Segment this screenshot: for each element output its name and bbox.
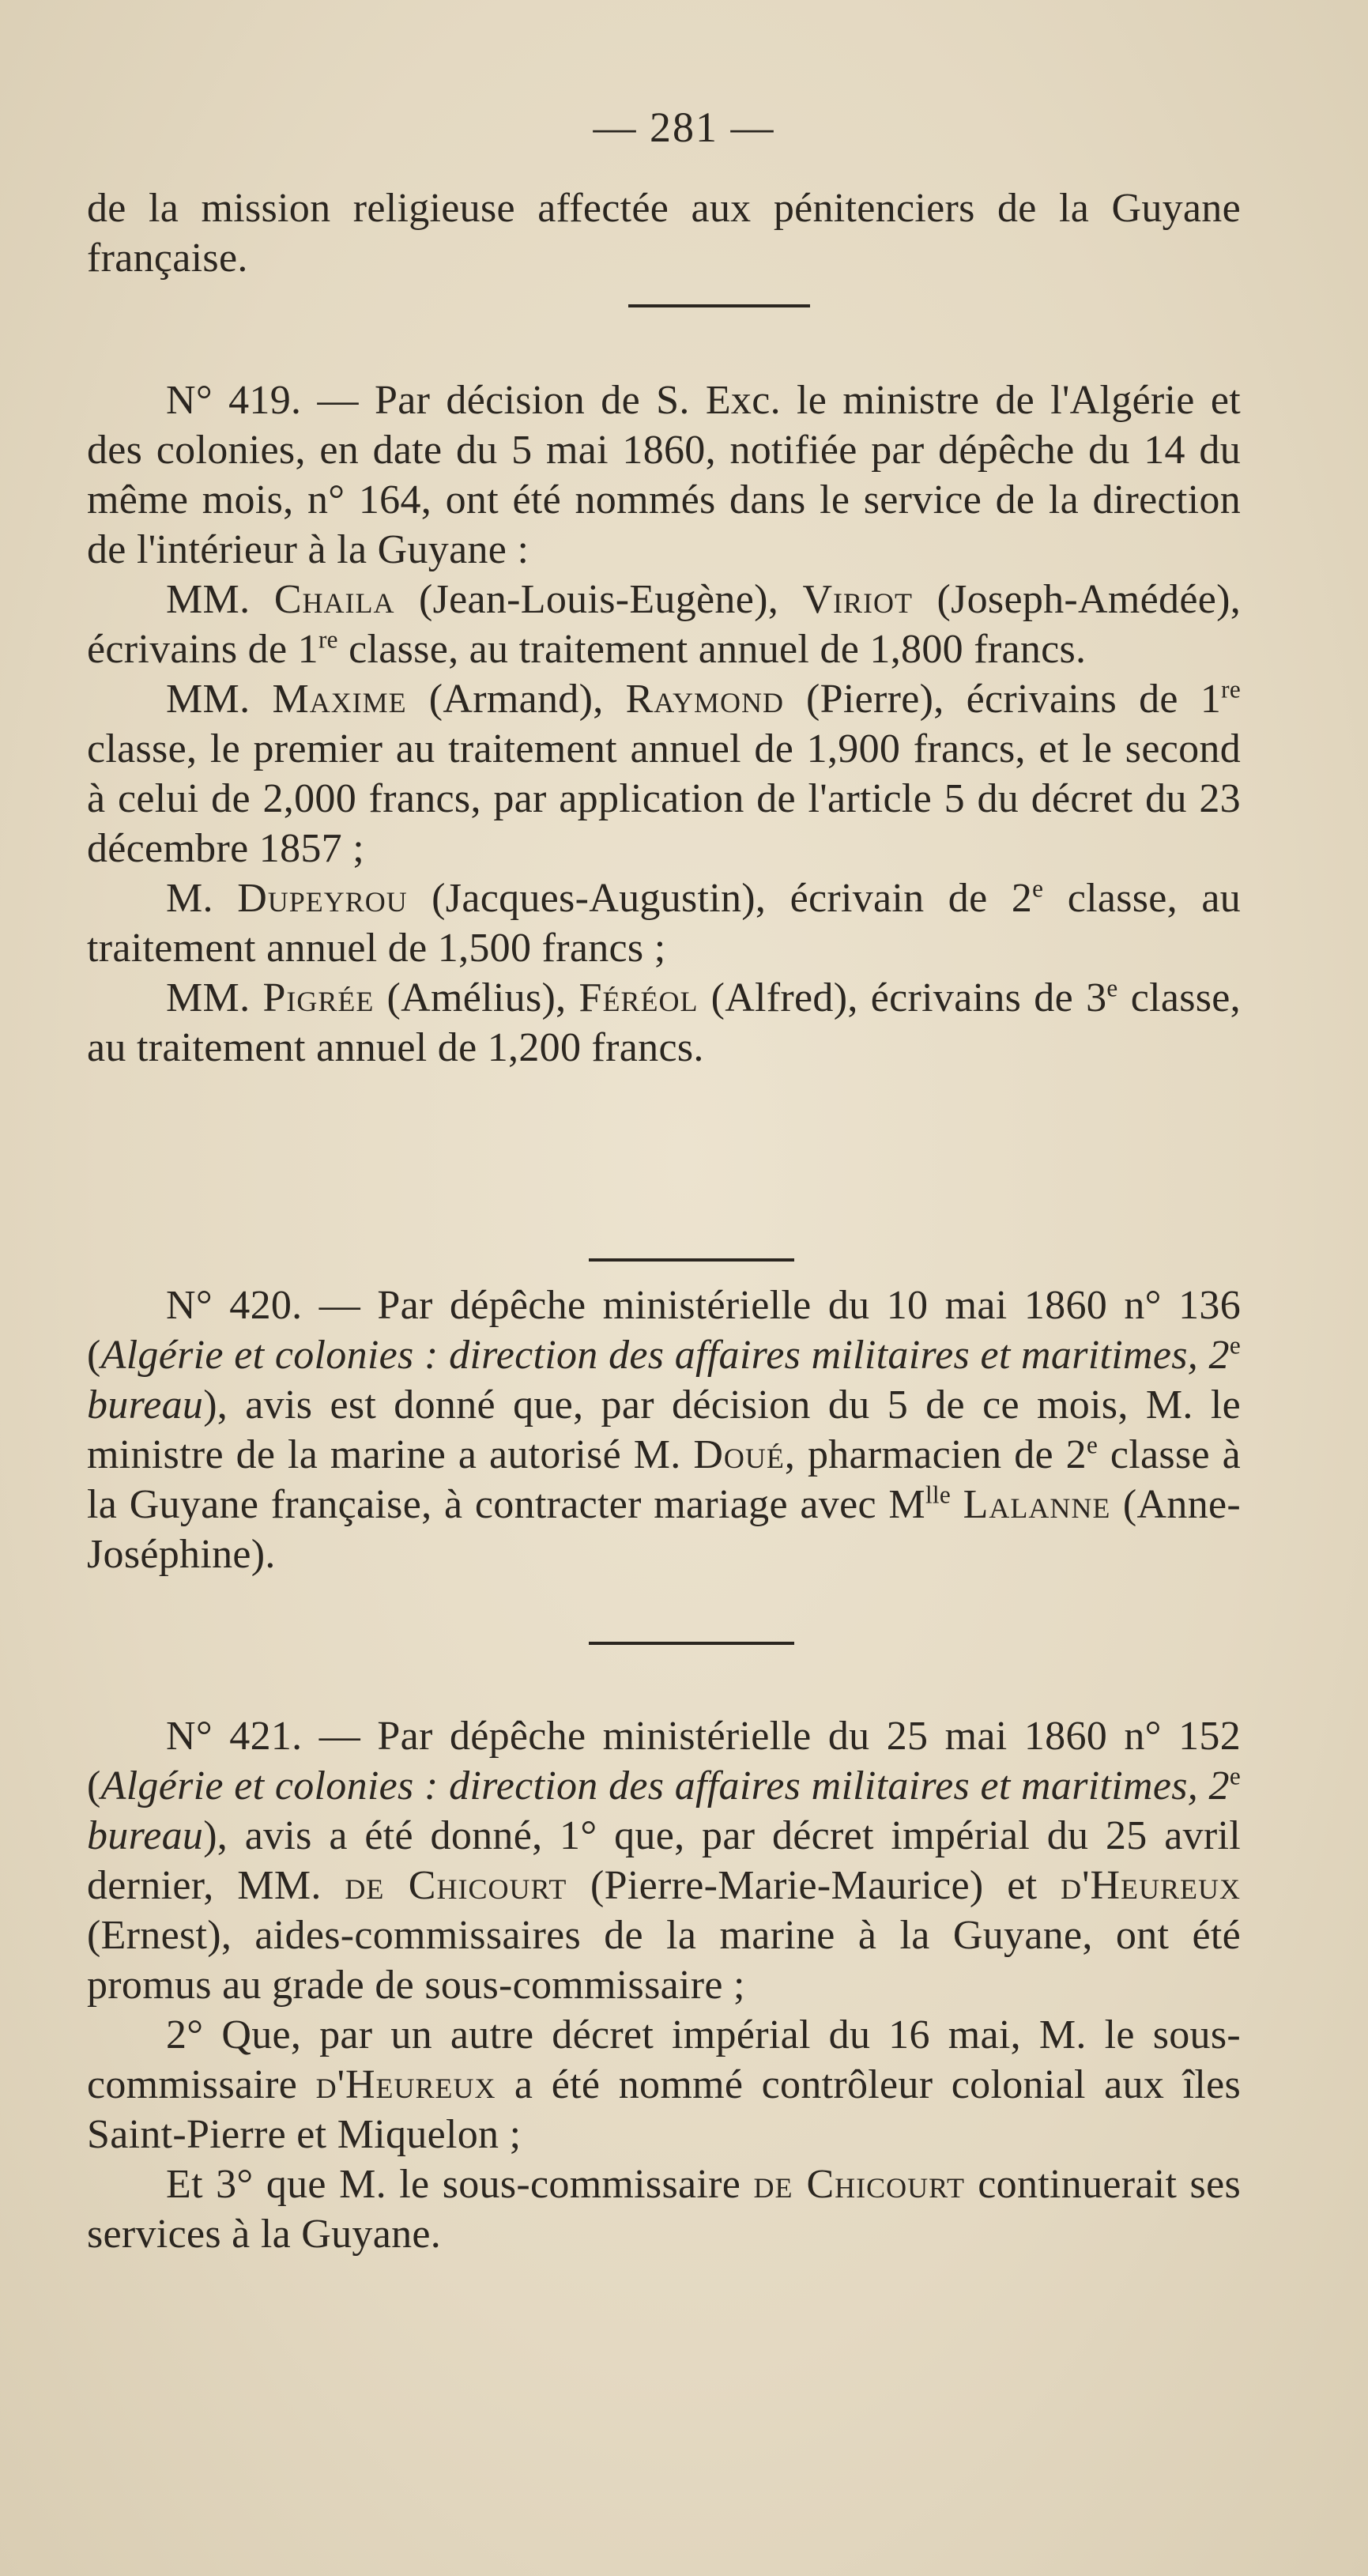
section-rule <box>628 304 810 307</box>
person-name: Dupeyrou <box>237 876 408 921</box>
person-name: Raymond <box>625 677 784 722</box>
entry-419-para-2: MM. Maxime (Armand), Raymond (Pierre), écrivains de 1re classe, le premier au traitement annuel de 1,900 francs, et le second à celui de 2,000 francs, par application de l'article 5 du décret du 23 décembre 1857 ; <box>87 675 1241 871</box>
person-name: Viriot <box>802 577 913 622</box>
entry-421-para-2: 2° Que, par un autre décret impérial du 16 mai, M. le sous-commissaire d'Heureux a été nommé contrôleur colonial aux îles Saint-Pierre et Miquelon ; <box>87 2012 1241 2157</box>
person-name: d'Heureux <box>1061 1863 1241 1908</box>
person-name: Chaila <box>273 577 395 622</box>
person-name: de Chicourt <box>345 1863 567 1908</box>
entry-420-paragraph: N° 420. — Par dépêche ministérielle du 10 mai 1860 n° 136 (Algérie et colonies : direction des affaires militaires et maritimes, 2e bureau), avis est donné que, par décision du 5 de ce mois, M. le ministre de la marine a autorisé M. Doué, pharmacien de 2e classe à la Guyane française, à contracter mariage avec $M^{lle}$ Lalanne (Anne-Joséphine). <box>87 1283 1241 1577</box>
person-name: Lalanne <box>963 1482 1111 1527</box>
intro-paragraph: de la mission religieuse affectée aux pénitenciers de la Guyane française. <box>87 186 1241 281</box>
entry-421-para-1: N° 421. — Par dépêche ministérielle du 25 mai 1860 n° 152 (Algérie et colonies : direction des affaires militaires et maritimes, 2e bureau), avis a été donné, 1° que, par décret impérial du 25 avril dernier, MM. de Chicourt (Pierre-Marie-Maurice) et d'Heureux (Ernest), aides-commissaires de la marine à la Guyane, ont été promus au grade de sous-commissaire ; <box>87 1714 1241 2008</box>
entry-419-heading: N° 419. — Par décision de S. Exc. le ministre de l'Algérie et des colonies, en date du 5 mai 1860, notifiée par dépêche du 14 du même mois, n° 164, ont été nommés dans le service de la direction de l'intérieur à la Guyane : <box>87 378 1241 572</box>
intro-block <box>87 183 1241 283</box>
person-name: Féréol <box>578 975 699 1020</box>
section-rule <box>589 1642 794 1645</box>
entry-421-para-3: Et 3° que M. le sous-commissaire de Chicourt continuerait ses services à la Guyane. <box>87 2162 1242 2257</box>
entry-419-para-1: MM. Chaila (Jean-Louis-Eugène), Viriot (Joseph-Amédée), écrivains de 1re classe, au traitement annuel de 1,800 francs. <box>87 577 1242 672</box>
entry-421 <box>87 1711 1241 2259</box>
person-name: Maxime <box>272 677 407 722</box>
person-name: Doué <box>693 1432 785 1477</box>
person-name: d'Heureux <box>315 2062 496 2107</box>
page-number: — 281 — <box>593 104 775 151</box>
entry-420 <box>87 1280 1241 1579</box>
entry-419-para-3: M. Dupeyrou (Jacques-Augustin), écrivain de 2e classe, au traitement annuel de 1,500 francs ; <box>87 874 1242 971</box>
entry-419 <box>87 375 1241 1073</box>
entry-419-para-4: MM. Pigrée (Amélius), Féréol (Alfred), écrivains de 3e classe, au traitement annuel de 1,200 francs. <box>87 974 1241 1070</box>
person-name: Pigrée <box>262 975 375 1020</box>
person-name: de Chicourt <box>753 2162 965 2207</box>
section-rule <box>589 1258 794 1262</box>
